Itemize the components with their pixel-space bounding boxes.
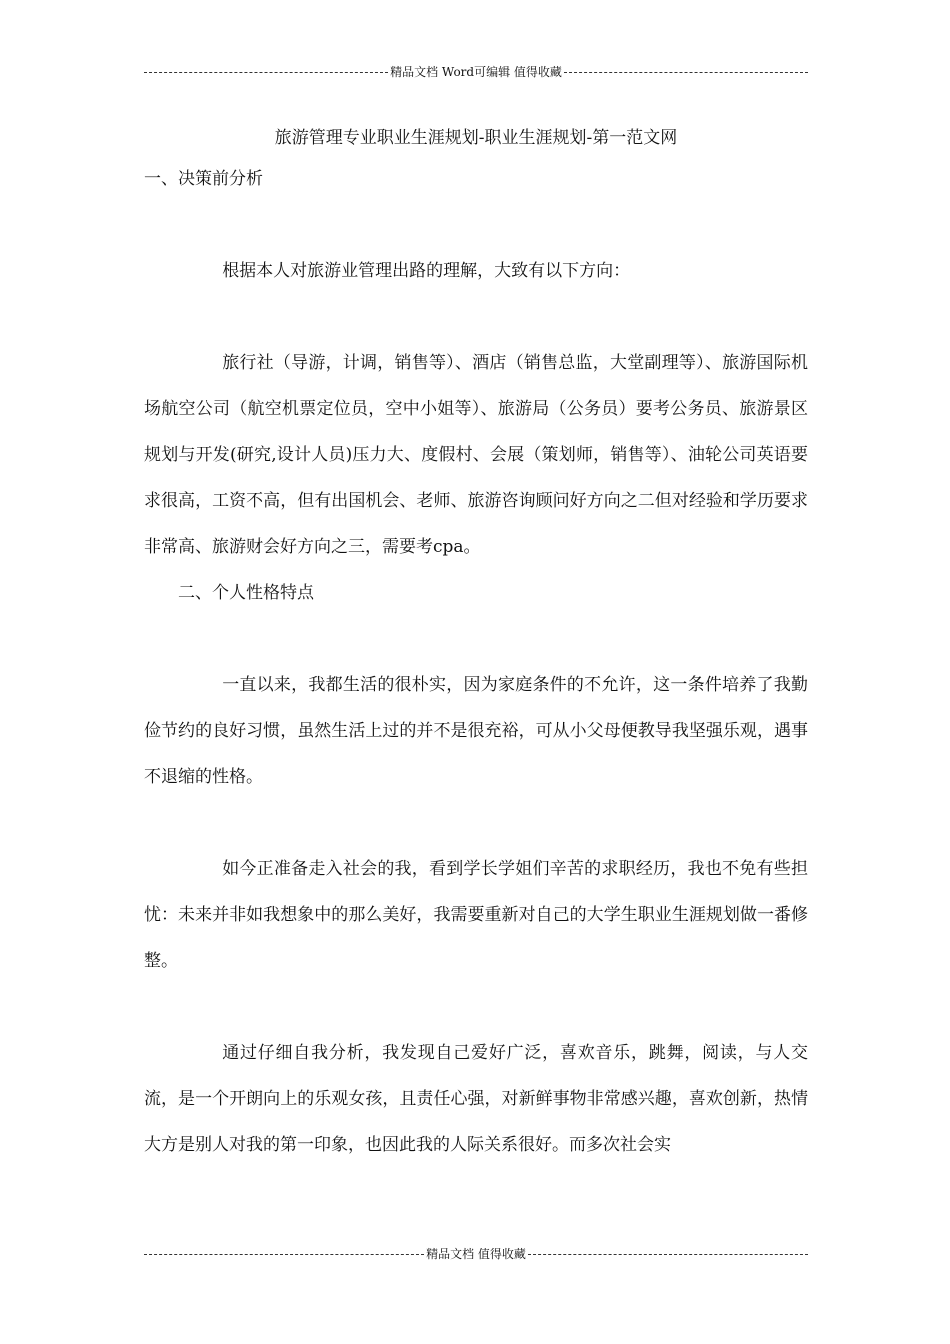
section-heading-2: 二、个人性格特点 bbox=[178, 583, 314, 603]
spacer bbox=[144, 984, 808, 1030]
header-dashes-right bbox=[564, 72, 808, 73]
concern-paragraph: 如今正准备走入社会的我，看到学长学姐们辛苦的求职经历，我也不免有些担忧：未来并非如我想象中的那么美好，我需要重新对自己的大学生职业生涯规划做一番修整。 bbox=[144, 859, 808, 971]
header-dashes-left bbox=[144, 72, 388, 73]
footer-dashes-right bbox=[528, 1254, 808, 1255]
directions-paragraph: 旅行社（导游，计调，销售等）、酒店（销售总监，大堂副理等）、旅游国际机场航空公司（航空机票定位员，空中小姐等）、旅游局（公务员）要考公务员、旅游景区规划与开发(研究,设计人员)压力大、度假村、会展（策划师，销售等）、油轮公司英语要求很高，工资不高，但有出国机会、老师、旅游咨询顾问好方向之二但对经验和学历要求非常高、旅游财会好方向之三，需要考cpa。 bbox=[144, 353, 808, 557]
self-analysis-paragraph: 通过仔细自我分析，我发现自己爱好广泛，喜欢音乐，跳舞，阅读，与人交流，是一个开朗向上的乐观女孩，且责任心强，对新鲜事物非常感兴趣，喜欢创新，热情大方是别人对我的第一印象，也因此我的人际关系很好。而多次社会实 bbox=[144, 1043, 808, 1155]
footer-dashes-left bbox=[144, 1254, 424, 1255]
footer-text: 精品文档 值得收藏 bbox=[426, 1247, 526, 1261]
page-header bbox=[144, 64, 808, 80]
spacer bbox=[144, 294, 808, 340]
spacer bbox=[144, 202, 808, 248]
page-footer bbox=[144, 1246, 808, 1262]
spacer bbox=[144, 616, 808, 662]
section-heading-1: 一、决策前分析 bbox=[144, 169, 263, 189]
spacer bbox=[144, 800, 808, 846]
personality-paragraph: 一直以来，我都生活的很朴实，因为家庭条件的不允许，这一条件培养了我勤俭节约的良好习惯，虽然生活上过的并不是很充裕，可从小父母便教导我坚强乐观，遇事不退缩的性格。 bbox=[144, 675, 808, 787]
intro-paragraph: 根据本人对旅游业管理出路的理解，大致有以下方向： bbox=[222, 261, 631, 281]
header-text: 精品文档 Word可编辑 值得收藏 bbox=[390, 65, 562, 79]
document-body bbox=[144, 120, 808, 1168]
document-title: 旅游管理专业职业生涯规划-职业生涯规划-第一范文网 bbox=[274, 128, 678, 148]
